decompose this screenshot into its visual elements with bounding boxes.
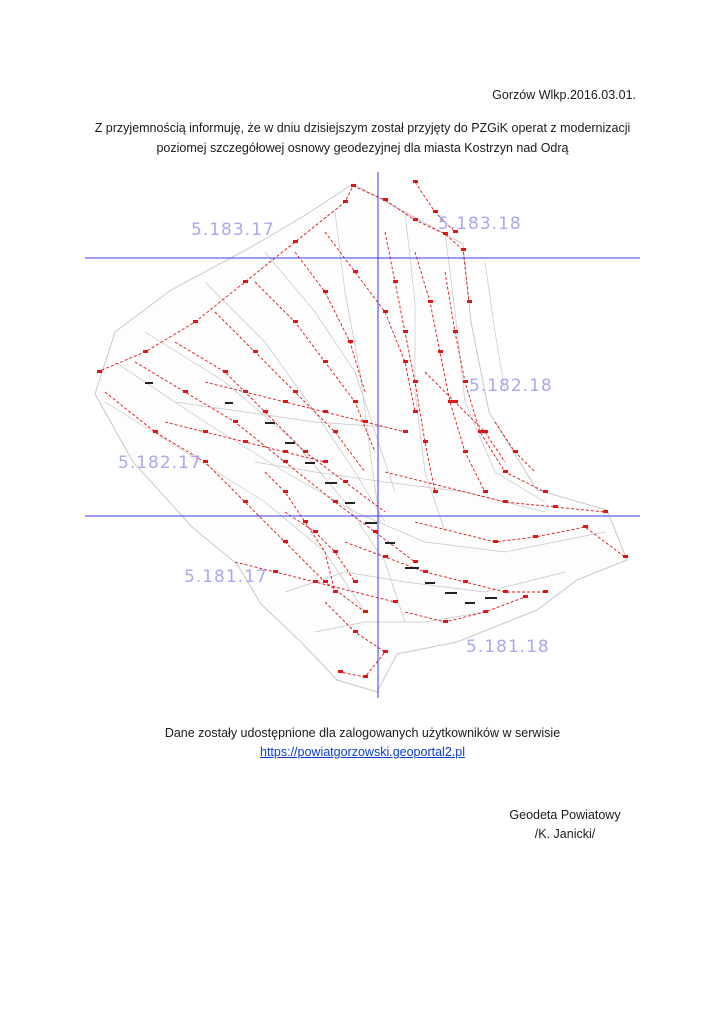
sheet-label-5-181-17: 5.181.17 bbox=[184, 567, 268, 587]
sheet-label-5-181-18: 5.181.18 bbox=[466, 637, 550, 657]
signature-title: Geodeta Powiatowy bbox=[509, 808, 621, 822]
sheet-label-5-183-18: 5.183.18 bbox=[438, 214, 522, 234]
town-outline bbox=[95, 184, 627, 692]
osnowa-network-map bbox=[85, 172, 640, 698]
map-svg bbox=[85, 172, 640, 698]
signature-name: /K. Janicki/ bbox=[534, 827, 596, 841]
access-info bbox=[60, 724, 665, 762]
intro-text bbox=[60, 118, 665, 158]
geoportal-link[interactable]: https://powiatgorzowski.geoportal2.pl bbox=[260, 745, 465, 759]
sheet-label-5-182-17: 5.182.17 bbox=[118, 453, 202, 473]
intro-line-1: Z przyjemnością informuję, że w dniu dzisiejszym został przyjęty do PZGiK operat z modernizacji bbox=[94, 121, 631, 135]
access-info-line: Dane zostały udostępnione dla zalogowanych użytkowników w serwisie bbox=[164, 726, 561, 740]
date-line: Gorzów Wlkp.2016.03.01. bbox=[492, 88, 636, 102]
sheet-label-5-182-18: 5.182.18 bbox=[469, 376, 553, 396]
sheet-label-5-183-17: 5.183.17 bbox=[191, 220, 275, 240]
signature-block bbox=[470, 806, 660, 844]
intro-line-2: poziomej szczegółowej osnowy geodezyjnej dla miasta Kostrzyn nad Odrą bbox=[156, 141, 569, 155]
